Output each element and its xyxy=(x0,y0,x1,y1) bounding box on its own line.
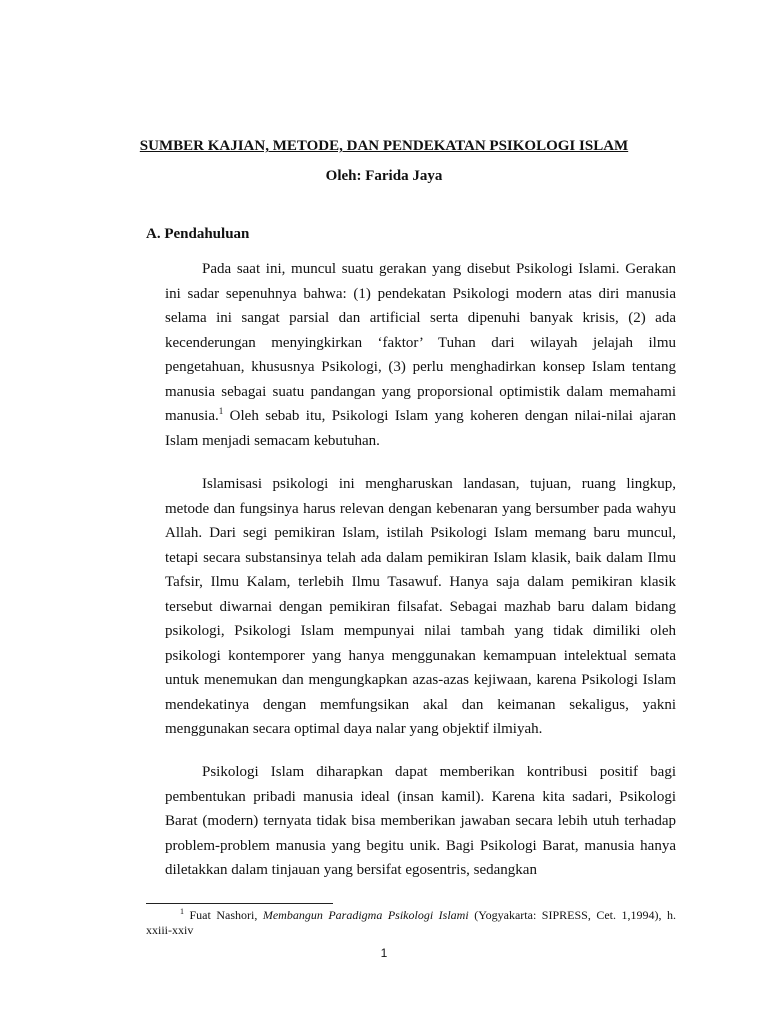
footnote-separator xyxy=(146,903,333,904)
footnote-author: Fuat Nashori, xyxy=(184,908,263,922)
paragraph-1 xyxy=(165,257,676,453)
page-number: 1 xyxy=(380,946,388,960)
section-heading: A. Pendahuluan xyxy=(146,226,250,242)
footnote-number: 1 xyxy=(180,907,184,916)
document-title: SUMBER KAJIAN, METODE, DAN PENDEKATAN PSIKOLOGI ISLAM xyxy=(139,138,629,154)
footnote-book-title: Membangun Paradigma Psikologi Islami xyxy=(262,908,469,922)
footnote-reference: 1 xyxy=(218,406,224,416)
paragraph-1-text: Pada saat ini, muncul suatu gerakan yang disebut Psikologi Islami. Gerakan ini sadar sepenuhnya bahwa: (1) pendekatan Psikologi modern atas diri manusia selama ini sangat parsial dan artificial serta dipenuhi banyak krisis, (2) ada kecenderungan menyingkirkan ‘faktor’ Tuhan dari wilayah jelajah ilmu pengetahuan, khususnya Psikologi, (3) perlu menghadirkan konsep Islam tentang manusia sebagai suatu pandangan yang proporsional optimistik dalam memahami manusia. xyxy=(165,261,676,424)
paragraph-1-continuation: Oleh sebab itu, Psikologi Islam yang koheren dengan nilai-nilai ajaran Islam menjadi semacam kebutuhan. xyxy=(165,408,676,449)
paragraph-2: Islamisasi psikologi ini mengharuskan landasan, tujuan, ruang lingkup, metode dan fungsinya harus relevan dengan kebenaran yang bersumber pada wahyu Allah. Dari segi pemikiran Islam, istilah Psikologi Islam memang baru muncul, tetapi secara substansinya telah ada dalam pemikiran Islam klasik, baik dalam Ilmu Tafsir, Ilmu Kalam, terlebih Ilmu Tasawuf. Hanya saja dalam pemikiran klasik tersebut diwarnai dengan pemikiran filsafat. Sebagai mazhab baru dalam bidang psikologi, Psikologi Islam mempunyai nilai tambah yang tidak dimiliki oleh psikologi kontemporer yang hanya menggunakan kemampuan intelektual semata untuk menemukan dan mengungkapkan azas-azas kejiwaan, karena Psikologi Islam mendekatinya dengan memfungsikan akal dan keimanan sekaligus, yakni menggunakan secara optimal daya nalar yang objektif ilmiyah. xyxy=(165,476,676,737)
author-line: Oleh: Farida Jaya xyxy=(325,168,443,184)
footnote-details: (Yogyakarta: SIPRESS, Cet. 1,1994), h. xxiii-xxiv xyxy=(146,908,676,937)
footnote xyxy=(146,908,676,938)
paragraph-3: Psikologi Islam diharapkan dapat memberikan kontribusi positif bagi pembentukan pribadi manusia ideal (insan kamil). Karena kita sadari, Psikologi Barat (modern) ternyata tidak bisa memberikan jawaban secara lebih utuh terhadap problem-problem manusia yang begitu unik. Bagi Psikologi Barat, manusia hanya diletakkan dalam tinjauan yang bersifat egosentris, sedangkan xyxy=(165,764,676,878)
